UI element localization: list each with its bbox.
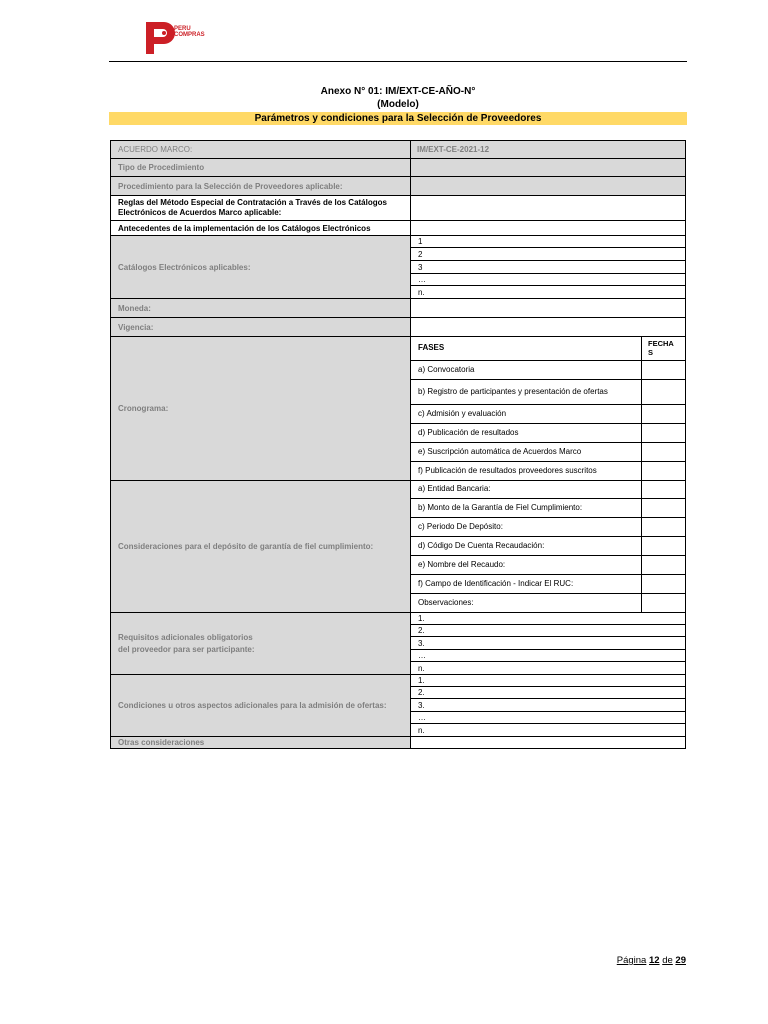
condiciones-item: … bbox=[411, 712, 686, 724]
condiciones-item: 3. bbox=[411, 699, 686, 712]
requisitos-item: … bbox=[411, 650, 686, 662]
fase-item: f) Publicación de resultados proveedores suscritos bbox=[411, 462, 642, 481]
table-row bbox=[110, 736, 686, 749]
requisitos-item: 1. bbox=[411, 612, 686, 625]
vigencia-value bbox=[411, 317, 686, 337]
otras-label: Otras consideraciones bbox=[110, 736, 411, 749]
otras-value bbox=[411, 736, 686, 749]
antecedentes-value bbox=[411, 220, 686, 236]
vigencia-label: Vigencia: bbox=[110, 317, 411, 337]
catalogos-item: 1 bbox=[411, 235, 686, 248]
procedimiento-label: Procedimiento para la Selección de Proveedores aplicable: bbox=[110, 176, 411, 196]
antecedentes-label: Antecedentes de la implementación de los Catálogos Electrónicos bbox=[110, 220, 411, 236]
garantia-item: Observaciones: bbox=[411, 594, 642, 613]
moneda-value bbox=[411, 298, 686, 318]
fase-item: c) Admisión y evaluación bbox=[411, 405, 642, 424]
fecha-cell bbox=[642, 424, 686, 443]
procedimiento-value bbox=[411, 176, 686, 196]
fase-item: b) Registro de participantes y presentación de ofertas bbox=[411, 380, 642, 405]
garantia-label: Consideraciones para el depósito de garantía de fiel cumplimiento: bbox=[110, 480, 411, 613]
condiciones-item: n. bbox=[411, 724, 686, 737]
catalogos-label: Catálogos Electrónicos aplicables: bbox=[110, 235, 411, 299]
garantia-value bbox=[642, 594, 686, 613]
condiciones-item: 1. bbox=[411, 674, 686, 687]
annex-title: Anexo N° 01: IM/EXT-CE-AÑO-N° bbox=[320, 86, 476, 97]
garantia-value bbox=[642, 575, 686, 594]
table-row bbox=[110, 480, 686, 613]
acuerdo-value: IM/EXT-CE-2021-12 bbox=[411, 140, 686, 159]
table-row bbox=[110, 336, 686, 481]
table-row bbox=[110, 158, 686, 177]
garantia-item: e) Nombre del Recaudo: bbox=[411, 556, 642, 575]
fecha-cell bbox=[642, 405, 686, 424]
garantia-item: d) Código De Cuenta Recaudación: bbox=[411, 537, 642, 556]
cronograma-label: Cronograma: bbox=[110, 336, 411, 481]
requisitos-item: n. bbox=[411, 662, 686, 675]
fecha-cell bbox=[642, 443, 686, 462]
garantia-item: c) Periodo De Depósito: bbox=[411, 518, 642, 537]
fecha-cell bbox=[642, 462, 686, 481]
table-row bbox=[110, 317, 686, 337]
reglas-label: Reglas del Método Especial de Contratación a Través de los Catálogos Electrónicos de Acuerdos Marco aplicable: bbox=[110, 195, 411, 221]
table-row bbox=[110, 220, 686, 236]
garantia-value bbox=[642, 537, 686, 556]
garantia-value bbox=[642, 480, 686, 499]
reglas-value bbox=[411, 195, 686, 221]
catalogos-item: n. bbox=[411, 286, 686, 299]
table-row bbox=[110, 612, 686, 675]
fechas-header: FECHA S bbox=[642, 336, 686, 361]
requisitos-item: 2. bbox=[411, 625, 686, 637]
garantia-value bbox=[642, 499, 686, 518]
section-banner: Parámetros y condiciones para la Selección de Proveedores bbox=[109, 112, 687, 125]
garantia-item: b) Monto de la Garantía de Fiel Cumplimiento: bbox=[411, 499, 642, 518]
moneda-label: Moneda: bbox=[110, 298, 411, 318]
condiciones-item: 2. bbox=[411, 687, 686, 699]
table-row bbox=[110, 298, 686, 318]
garantia-value bbox=[642, 518, 686, 537]
table-row bbox=[110, 674, 686, 737]
annex-subtitle: (Modelo) bbox=[377, 99, 419, 110]
table-row bbox=[110, 235, 686, 299]
fase-item: a) Convocatoria bbox=[411, 361, 642, 380]
fase-item: e) Suscripción automática de Acuerdos Marco bbox=[411, 443, 642, 462]
tipo-value bbox=[411, 158, 686, 177]
table-row bbox=[110, 195, 686, 221]
fecha-cell bbox=[642, 361, 686, 380]
page-number: Página 12 de 29 bbox=[616, 955, 686, 966]
table-row bbox=[110, 140, 686, 159]
header-rule bbox=[109, 61, 687, 62]
table-row bbox=[110, 176, 686, 196]
logo-text: PERU COMPRAS bbox=[174, 26, 205, 38]
catalogos-item: … bbox=[411, 274, 686, 286]
requisitos-item: 3. bbox=[411, 637, 686, 650]
garantia-item: f) Campo de Identificación - Indicar El RUC: bbox=[411, 575, 642, 594]
fecha-cell bbox=[642, 380, 686, 405]
condiciones-label: Condiciones u otros aspectos adicionales para la admisión de ofertas: bbox=[110, 674, 411, 737]
garantia-item: a) Entidad Bancaria: bbox=[411, 480, 642, 499]
fases-header: FASES bbox=[411, 336, 642, 361]
acuerdo-label: ACUERDO MARCO: bbox=[110, 140, 411, 159]
garantia-value bbox=[642, 556, 686, 575]
catalogos-item: 3 bbox=[411, 261, 686, 274]
tipo-label: Tipo de Procedimiento bbox=[110, 158, 411, 177]
catalogos-item: 2 bbox=[411, 248, 686, 261]
fase-item: d) Publicación de resultados bbox=[411, 424, 642, 443]
requisitos-label: Requisitos adicionales obligatorios del proveedor para ser participante: bbox=[110, 612, 411, 675]
